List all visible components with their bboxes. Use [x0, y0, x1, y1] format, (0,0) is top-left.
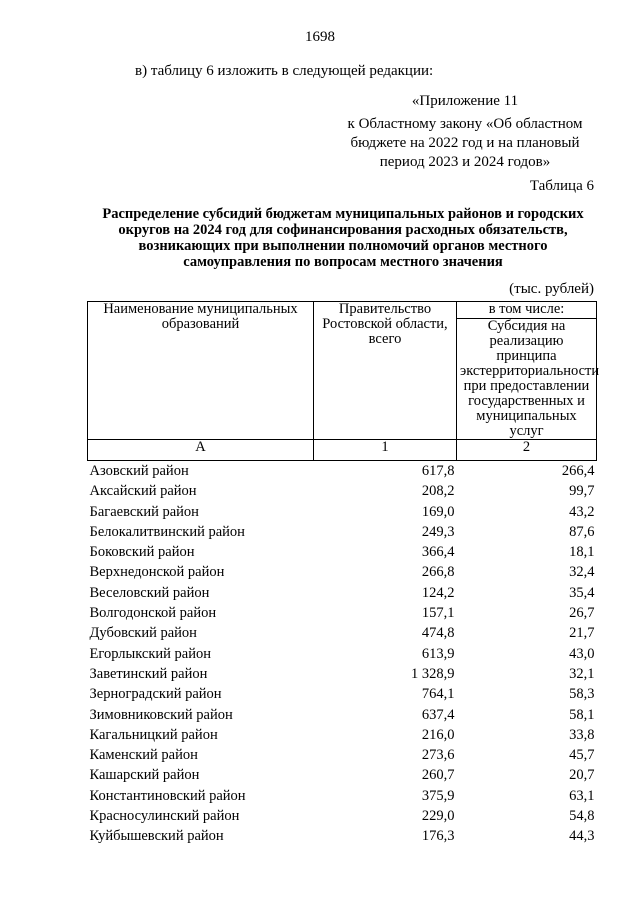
total-value: 208,2	[421, 483, 455, 500]
municipality-name: Веселовский район	[89, 584, 210, 601]
appendix-law-reference: к Областному закону «Об областном бюджете на 2022 год и на плановый период 2023 и 2024 годов»	[347, 116, 583, 170]
municipality-name: Кагальницкий район	[89, 726, 218, 743]
total-value: 273,6	[421, 747, 455, 764]
table-row	[88, 786, 597, 806]
subsidy-value: 32,1	[569, 665, 595, 682]
table-row	[88, 684, 597, 704]
total-value: 260,7	[421, 767, 455, 784]
municipality-name: Волгодонской район	[89, 605, 217, 622]
subsidy-value: 45,7	[569, 747, 595, 764]
header-government: Правительство Ростовской области, всего	[314, 302, 457, 440]
municipality-name: Зерноградский район	[89, 686, 222, 703]
subsidy-value: 43,0	[569, 645, 595, 662]
municipality-name: Белокалитвинский район	[89, 523, 245, 540]
subsidy-value: 87,6	[569, 523, 595, 540]
table-row	[88, 623, 597, 643]
table-row	[88, 461, 597, 482]
subsidy-value: 33,8	[569, 726, 595, 743]
table-row	[88, 562, 597, 582]
subsidy-value: 58,1	[569, 706, 595, 723]
subsidy-value: 32,4	[569, 564, 595, 581]
subsidy-value: 44,3	[569, 828, 595, 845]
units-label: (тыс. рублей)	[509, 281, 594, 297]
subsidy-value: 35,4	[569, 584, 595, 601]
header-name: Наименование муниципальных образований	[88, 302, 314, 440]
municipality-name: Боковский район	[89, 544, 195, 561]
index-col-a: А	[88, 440, 314, 461]
index-col-1: 1	[314, 440, 457, 461]
table-row	[88, 603, 597, 623]
municipality-name: Куйбышевский район	[89, 828, 224, 845]
subsidy-value: 20,7	[569, 767, 595, 784]
total-value: 266,8	[421, 564, 455, 581]
subsidy-value: 58,3	[569, 686, 595, 703]
total-value: 169,0	[421, 503, 455, 520]
municipality-name: Азовский район	[89, 463, 189, 479]
subsidy-value: 21,7	[569, 625, 595, 642]
total-value: 617,8	[421, 463, 455, 479]
index-col-2: 2	[457, 440, 597, 461]
table-body	[88, 461, 597, 847]
subsidy-value: 266,4	[561, 463, 595, 479]
municipality-name: Зимовниковский район	[89, 706, 233, 723]
municipality-name: Багаевский район	[89, 503, 199, 520]
subsidies-table	[87, 301, 600, 847]
table-row	[88, 502, 597, 522]
table-row	[88, 583, 597, 603]
total-value: 375,9	[421, 787, 455, 804]
table-row	[88, 745, 597, 765]
total-value: 1 328,9	[411, 665, 455, 682]
table-row	[88, 765, 597, 785]
municipality-name: Аксайский район	[89, 483, 197, 500]
table-row	[88, 806, 597, 826]
table-row	[88, 664, 597, 684]
total-value: 157,1	[421, 605, 455, 622]
subsidy-value: 54,8	[569, 808, 595, 825]
municipality-name: Егорлыкский район	[89, 645, 211, 662]
page-number: 1698	[305, 29, 335, 45]
table-row	[88, 522, 597, 542]
appendix-reference	[335, 92, 595, 172]
table-row	[88, 644, 597, 664]
municipality-name: Заветинский район	[89, 665, 208, 682]
table-row	[88, 705, 597, 725]
subsidy-value: 63,1	[569, 787, 595, 804]
appendix-title: «Приложение 11	[411, 93, 519, 109]
header-subsidy: Субсидия на реализацию принципа экстерриториальности при предоставлении государственных и муниципальных услуг	[457, 319, 597, 440]
subsidy-value: 99,7	[569, 483, 595, 500]
total-value: 637,4	[421, 706, 455, 723]
total-value: 216,0	[421, 726, 455, 743]
table-label: Таблица 6	[529, 178, 594, 194]
intro-text: в) таблицу 6 изложить в следующей редакции:	[135, 63, 434, 79]
subsidy-value: 43,2	[569, 503, 595, 520]
municipality-name: Верхнедонской район	[89, 564, 225, 581]
municipality-name: Каменский район	[89, 747, 198, 764]
table-row	[88, 481, 597, 501]
total-value: 229,0	[421, 808, 455, 825]
municipality-name: Красносулинский район	[89, 808, 240, 825]
total-value: 764,1	[421, 686, 455, 703]
table-row	[88, 826, 597, 846]
municipality-name: Кашарский район	[89, 767, 200, 784]
municipality-name: Константиновский район	[89, 787, 246, 804]
subsidy-value: 18,1	[569, 544, 595, 561]
subsidy-value: 26,7	[569, 605, 595, 622]
total-value: 474,8	[421, 625, 455, 642]
document-title: Распределение субсидий бюджетам муниципальных районов и городских округов на 2024 год для софинансирования расходных обязательств, возникающих при выполнении полномочий органов местного самоуправления по вопросам местного значения	[102, 206, 584, 270]
table-row	[88, 542, 597, 562]
table-row	[88, 725, 597, 745]
total-value: 613,9	[421, 645, 455, 662]
total-value: 124,2	[421, 584, 455, 601]
total-value: 249,3	[421, 523, 455, 540]
municipality-name: Дубовский район	[89, 625, 197, 642]
total-value: 176,3	[421, 828, 455, 845]
total-value: 366,4	[421, 544, 455, 561]
header-including: в том числе:	[457, 302, 597, 319]
